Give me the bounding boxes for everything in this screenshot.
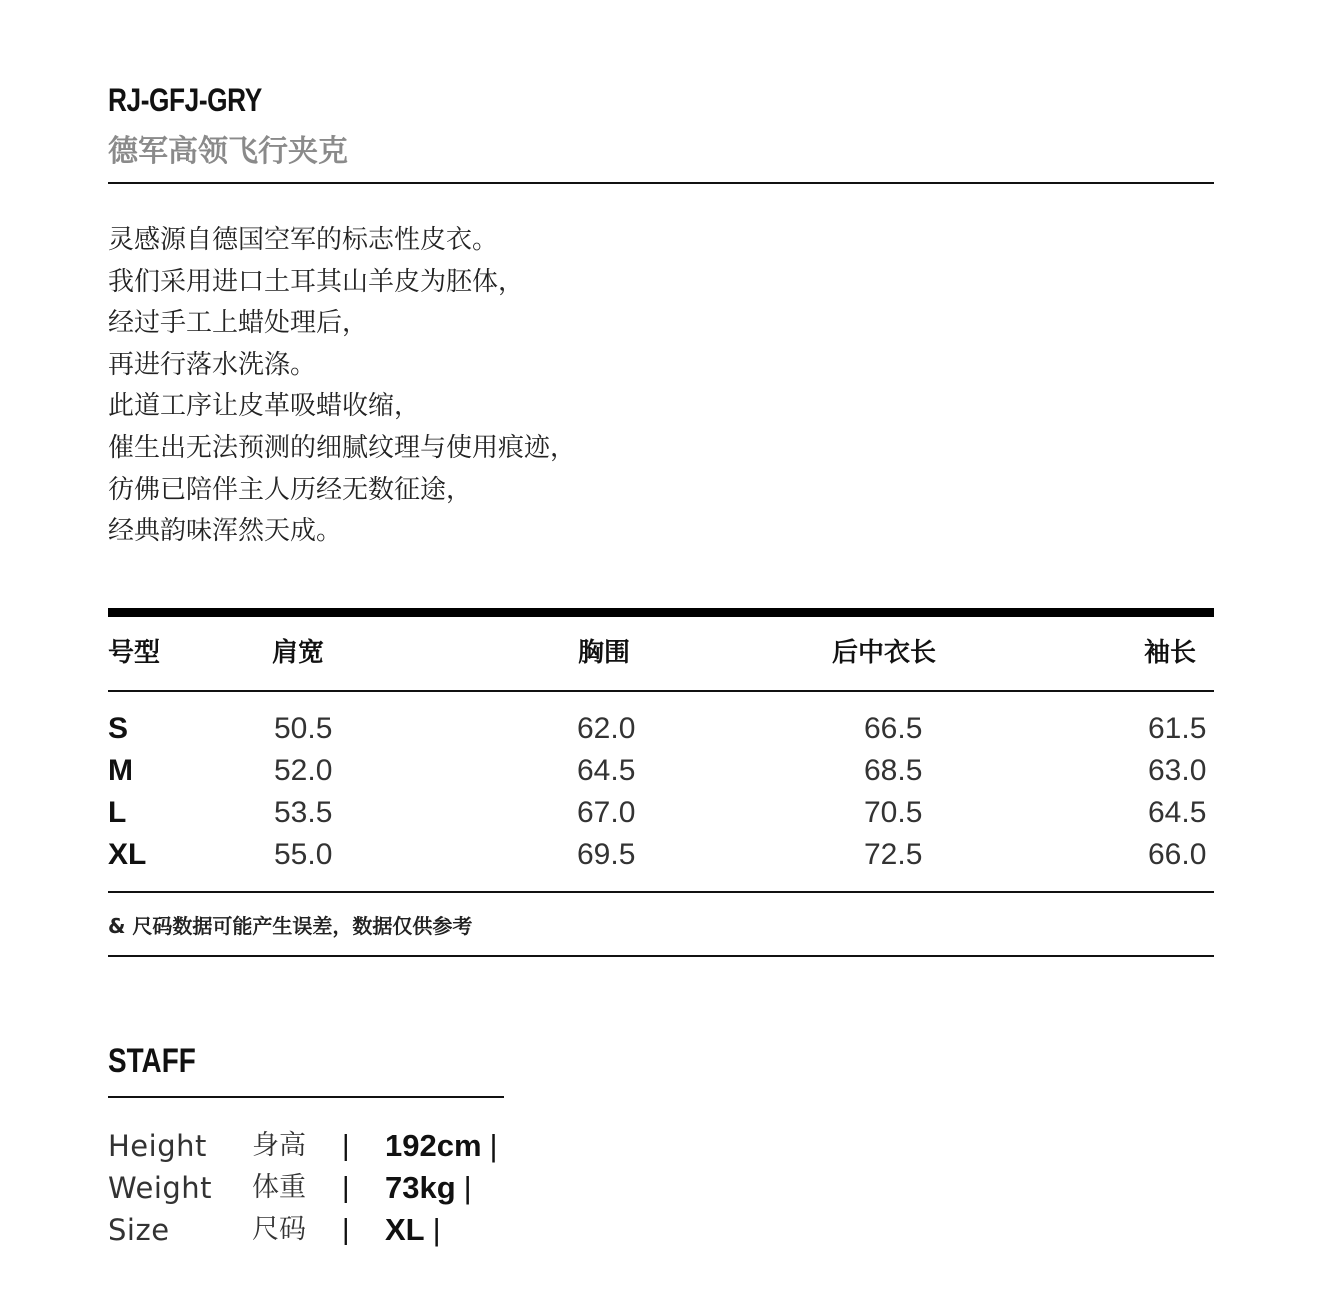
- header-back-length: 后中衣长: [832, 638, 937, 668]
- value-end-mark: |: [463, 1170, 472, 1205]
- description-line: 此道工序让皮革吸蜡收缩，: [108, 391, 421, 422]
- value-end-mark: |: [432, 1212, 441, 1247]
- header-sleeve: 袖长: [1144, 638, 1197, 668]
- description-line: 经典韵味浑然天成。: [108, 516, 343, 547]
- header-divider: [108, 182, 1214, 184]
- table-header-rule: [108, 690, 1214, 692]
- staff-value: [385, 1167, 472, 1209]
- size-label: M: [108, 754, 133, 787]
- note-divider: [108, 955, 1214, 957]
- header-size: 号型: [108, 638, 161, 668]
- shoulder-value: 55.0: [274, 838, 333, 871]
- measurement-note: & 尺码数据可能产生误差，数据仅供参考: [108, 914, 473, 938]
- staff-value: [385, 1125, 498, 1167]
- value-end-mark: |: [489, 1128, 498, 1163]
- back-length-value: 72.5: [864, 838, 923, 871]
- back-length-value: 68.5: [864, 754, 923, 787]
- description-line: 彷佛已陪伴主人历经无数征途，: [108, 474, 473, 505]
- weight-value: 73kg: [385, 1170, 456, 1205]
- size-value: XL: [385, 1212, 425, 1247]
- sleeve-value: 66.0: [1148, 838, 1207, 871]
- chest-value: 67.0: [577, 796, 636, 829]
- description-line: 灵感源自德国空军的标志性皮衣。: [108, 225, 499, 255]
- size-label: S: [108, 712, 129, 745]
- staff-value: [385, 1209, 441, 1251]
- staff-label-zh: 体重: [252, 1172, 306, 1203]
- staff-title: STAFF: [108, 1042, 196, 1080]
- header-chest: 胸围: [578, 638, 631, 668]
- product-name: 德军高领飞行夹克: [108, 134, 348, 169]
- back-length-value: 70.5: [864, 796, 923, 829]
- description-line: 我们采用进口土耳其山羊皮为胚体，: [108, 266, 525, 297]
- product-sku: RJ-GFJ-GRY: [108, 82, 262, 118]
- sleeve-value: 61.5: [1148, 712, 1207, 745]
- size-label: XL: [108, 838, 147, 871]
- shoulder-value: 52.0: [274, 754, 333, 787]
- sleeve-value: 64.5: [1148, 796, 1207, 829]
- staff-label-en: Weight: [108, 1171, 213, 1205]
- chest-value: 64.5: [577, 754, 636, 787]
- staff-label-zh: 身高: [252, 1130, 306, 1161]
- shoulder-value: 53.5: [274, 796, 333, 829]
- staff-label-en: Size: [108, 1213, 170, 1247]
- description-line: 经过手工上蜡处理后，: [108, 308, 369, 339]
- staff-separator: |: [342, 1130, 350, 1162]
- height-value: 192cm: [385, 1128, 482, 1163]
- staff-label-zh: 尺码: [252, 1214, 306, 1245]
- chest-value: 69.5: [577, 838, 636, 871]
- staff-separator: |: [342, 1172, 350, 1204]
- shoulder-value: 50.5: [274, 712, 333, 745]
- chest-value: 62.0: [577, 712, 636, 745]
- staff-separator: |: [342, 1214, 350, 1246]
- table-top-rule: [108, 608, 1214, 617]
- size-label: L: [108, 796, 127, 829]
- staff-label-en: Height: [108, 1129, 207, 1163]
- description-line: 再进行落水洗涤。: [108, 349, 317, 380]
- table-bottom-rule: [108, 891, 1214, 893]
- product-description: [108, 220, 576, 553]
- header-shoulder: 肩宽: [272, 638, 325, 668]
- description-line: 催生出无法预测的细腻纹理与使用痕迹，: [108, 432, 577, 463]
- back-length-value: 66.5: [864, 712, 923, 745]
- sleeve-value: 63.0: [1148, 754, 1207, 787]
- staff-divider: [108, 1096, 504, 1098]
